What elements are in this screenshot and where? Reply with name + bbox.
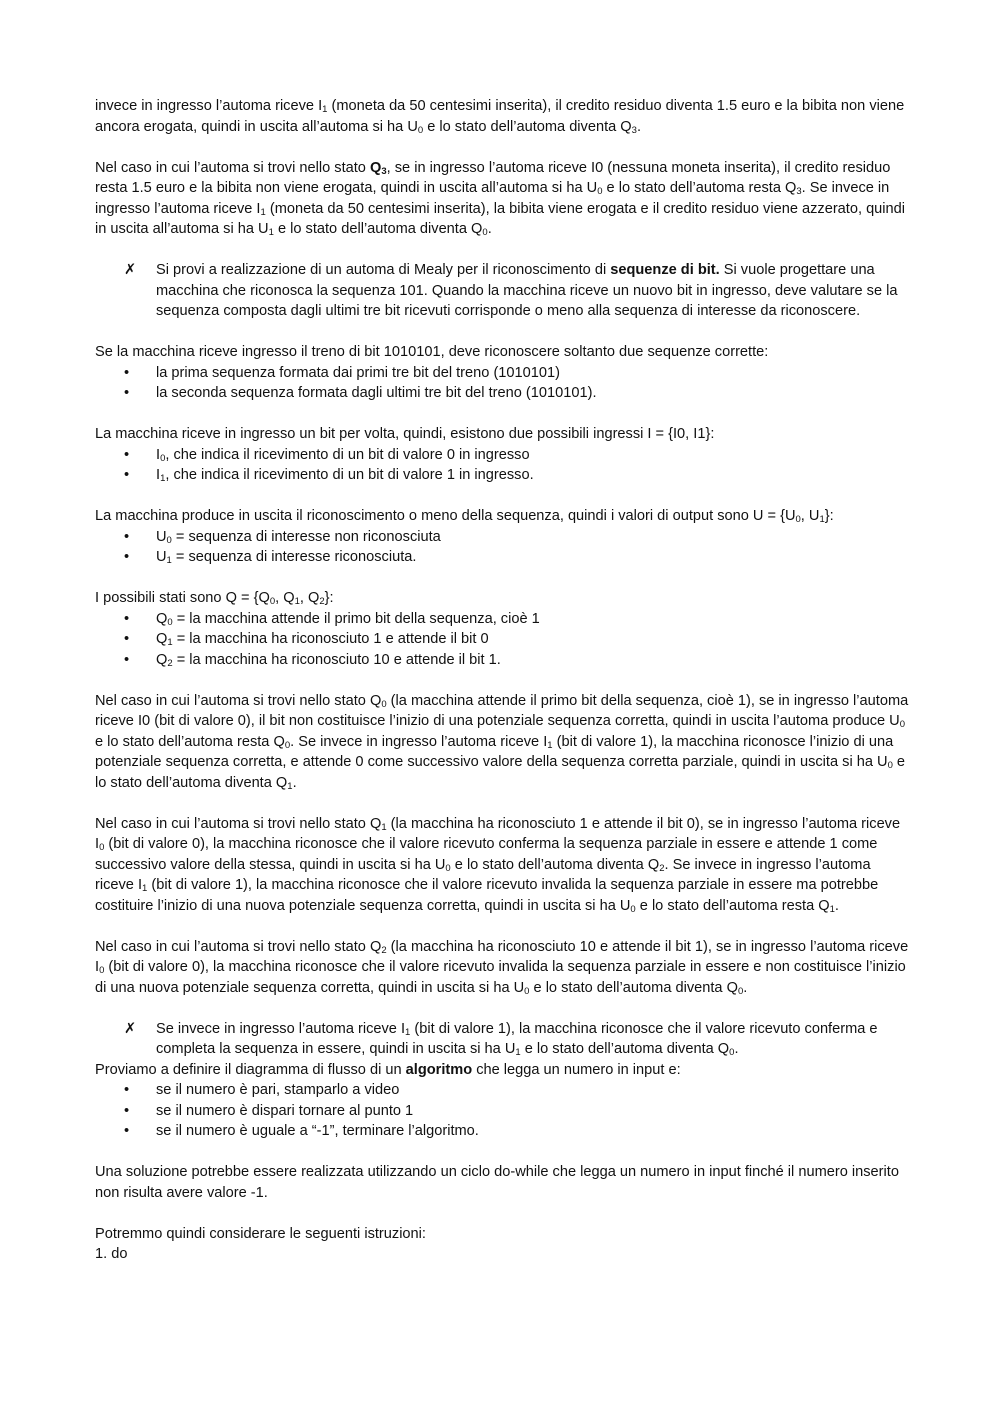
paragraph-instructions-intro: Potremmo quindi considerare le seguenti istruzioni: [95,1225,426,1242]
exercise-mealy-bit-sequence: ✗ Si provi a realizzazione di un automa di Mealy per il riconoscimento di sequenze di bit. Si vuole progettare una macchina che riconosca la sequenza 101. Quando la macchina riceve un nuovo bit in ingresso, deve valutare se la sequenza composta dagli ultimi tre bit ricevuti corrisponde o meno alla sequenza di interesse da riconoscere. [124,262,898,319]
states-list [95,609,910,671]
exercise-sequence-complete: ✗ Se invece in ingresso l’automa riceve $I_1$ (bit di valore 1), la macchina riconosce che il valore ricevuto conferma e completa la sequenza in essere, quindi in uscita si ha $U_1$ e lo stato dell’automa diventa $Q_0$. [124,1020,878,1058]
paragraph-state-q2: Nel caso in cui l’automa si trovi nello stato $Q_2$ (la macchina ha riconosciuto 10 e attende il bit 1), se in ingresso l’automa riceve $I_0$ (bit di valore 0), la macchina riconosce che il valore ricevuto invalida la sequenza parziale in essere e non costituisce l’inizio di una nuova potenziale sequenza corretta, quindi in uscita si ha $U_0$ e lo stato dell’automa diventa $Q_0$. [95,938,909,997]
paragraph-state-q1: Nel caso in cui l’automa si trovi nello stato $Q_1$ (la macchina ha riconosciuto 1 e attende il bit 0), se in ingresso l’automa riceve $I_0$ (bit di valore 0), la macchina riconosce che il valore ricevuto conferma la sequenza parziale in essere e attende 1 come successivo valore della stessa, quindi in uscita si ha $U_0$ e lo stato dell’automa diventa $Q_2$. Se invece in ingresso l’automa riceve $I_1$ (bit di valore 1), la macchina riconosce che il valore ricevuto invalida la sequenza parziale in essere ma potrebbe costituire l’inizio di una nuova potenziale sequenza corretta, quindi in uscita si ha $U_0$ e lo stato dell’automa resta $Q_1$. [95,815,901,915]
list-item: • la prima sequenza formata dai primi tre bit del treno (1010101) [95,363,910,384]
list-item: • se il numero è uguale a “-1”, terminare l’algoritmo. [95,1121,910,1142]
paragraph-inputs: La macchina riceve in ingresso un bit per volta, quindi, esistono due possibili ingressi I = {I0, I1}: [95,426,715,442]
paragraph-do-while-solution: Una soluzione potrebbe essere realizzata utilizzando un ciclo do-while che legga un numero in input finché il numero inserito non risulta avere valore -1. [95,1164,899,1201]
cross-mark-icon: ✗ [124,262,137,278]
paragraph-outputs: La macchina produce in uscita il riconoscimento o meno della sequenza, quindi i valori di output sono $U = \{U_0$, $U_1$}: [95,508,834,525]
paragraph-states: I possibili stati sono $Q = \{Q_0$, $Q_1$, $Q_2$}: [95,590,334,607]
list-item: • $U_1$ = sequenza di interesse riconosciuta. [95,547,910,568]
inputs-list [95,445,910,486]
paragraph-state-q3: Nel caso in cui l’automa si trovi nello stato $Q_3$, se in ingresso l’automa riceve I0 (nessuna moneta inserita), il credito residuo resta 1.5 euro e la bibita non viene erogata, quindi in uscita all’automa si ha $U_0$ e lo stato dell’automa resta $Q_3$. Se invece in ingresso l’automa riceve $I_1$ (moneta da 50 centesimi inserita), la bibita viene erogata e il credito residuo viene azzerato, quindi in uscita all’automa si ha $U_1$ e lo stato dell’automa diventa $Q_0$. [95,159,906,238]
list-item: • $Q_0$ = la macchina attende il primo bit della sequenza, cioè 1 [95,609,910,630]
list-item: • $I_1$, che indica il ricevimento di un bit di valore 1 in ingresso. [95,465,910,486]
algorithm-steps-list [95,1080,910,1142]
paragraph-flowchart-intro: Proviamo a definire il diagramma di flusso di un algoritmo che legga un numero in input e: [95,1061,681,1078]
paragraph-state-q0: Nel caso in cui l’automa si trovi nello stato $Q_0$ (la macchina attende il primo bit della sequenza, cioè 1), se in ingresso l’automa riceve I0 (bit di valore 0), il bit non costituisce l’inizio di una potenziale sequenza corretta, quindi in uscita l’automa produce $U_0$ e lo stato dell’automa resta $Q_0$. Se invece in ingresso l’automa riceve $I_1$ (bit di valore 1), la macchina riconosce l’inizio di una potenziale sequenza corretta, e attende 0 come successivo valore della sequenza corretta parziale, quindi in uscita si ha $U_0$ e lo stato dell’automa diventa $Q_1$. [95,692,909,792]
list-item: • $I_0$, che indica il ricevimento di un bit di valore 0 in ingresso [95,445,910,466]
list-item: • $Q_2$ = la macchina ha riconosciuto 10 e attende il bit 1. [95,650,910,671]
document-body [95,96,910,1265]
list-item: • $U_0$ = sequenza di interesse non riconosciuta [95,527,910,548]
paragraph-credit-q2-continuation: invece in ingresso l’automa riceve $I_1$ (moneta da 50 centesimi inserita), il credito residuo diventa 1.5 euro e la bibita non viene ancora erogata, quindi in uscita all’automa si ha $U_0$ e lo stato dell’automa diventa $Q_3$. [95,98,905,136]
paragraph-bit-train: Se la macchina riceve ingresso il treno di bit 1010101, deve riconoscere soltanto due sequenze corrette: [95,344,769,360]
cross-mark-icon: ✗ [124,1020,137,1037]
bit-train-list [95,363,910,404]
instruction-line: 1. do [95,1246,128,1262]
list-item: • se il numero è pari, stamparlo a video [95,1080,910,1101]
list-item: • la seconda sequenza formata dagli ultimi tre bit del treno (1010101). [95,383,910,404]
outputs-list [95,527,910,568]
list-item: • se il numero è dispari tornare al punto 1 [95,1101,910,1122]
list-item: • $Q_1$ = la macchina ha riconosciuto 1 e attende il bit 0 [95,629,910,650]
